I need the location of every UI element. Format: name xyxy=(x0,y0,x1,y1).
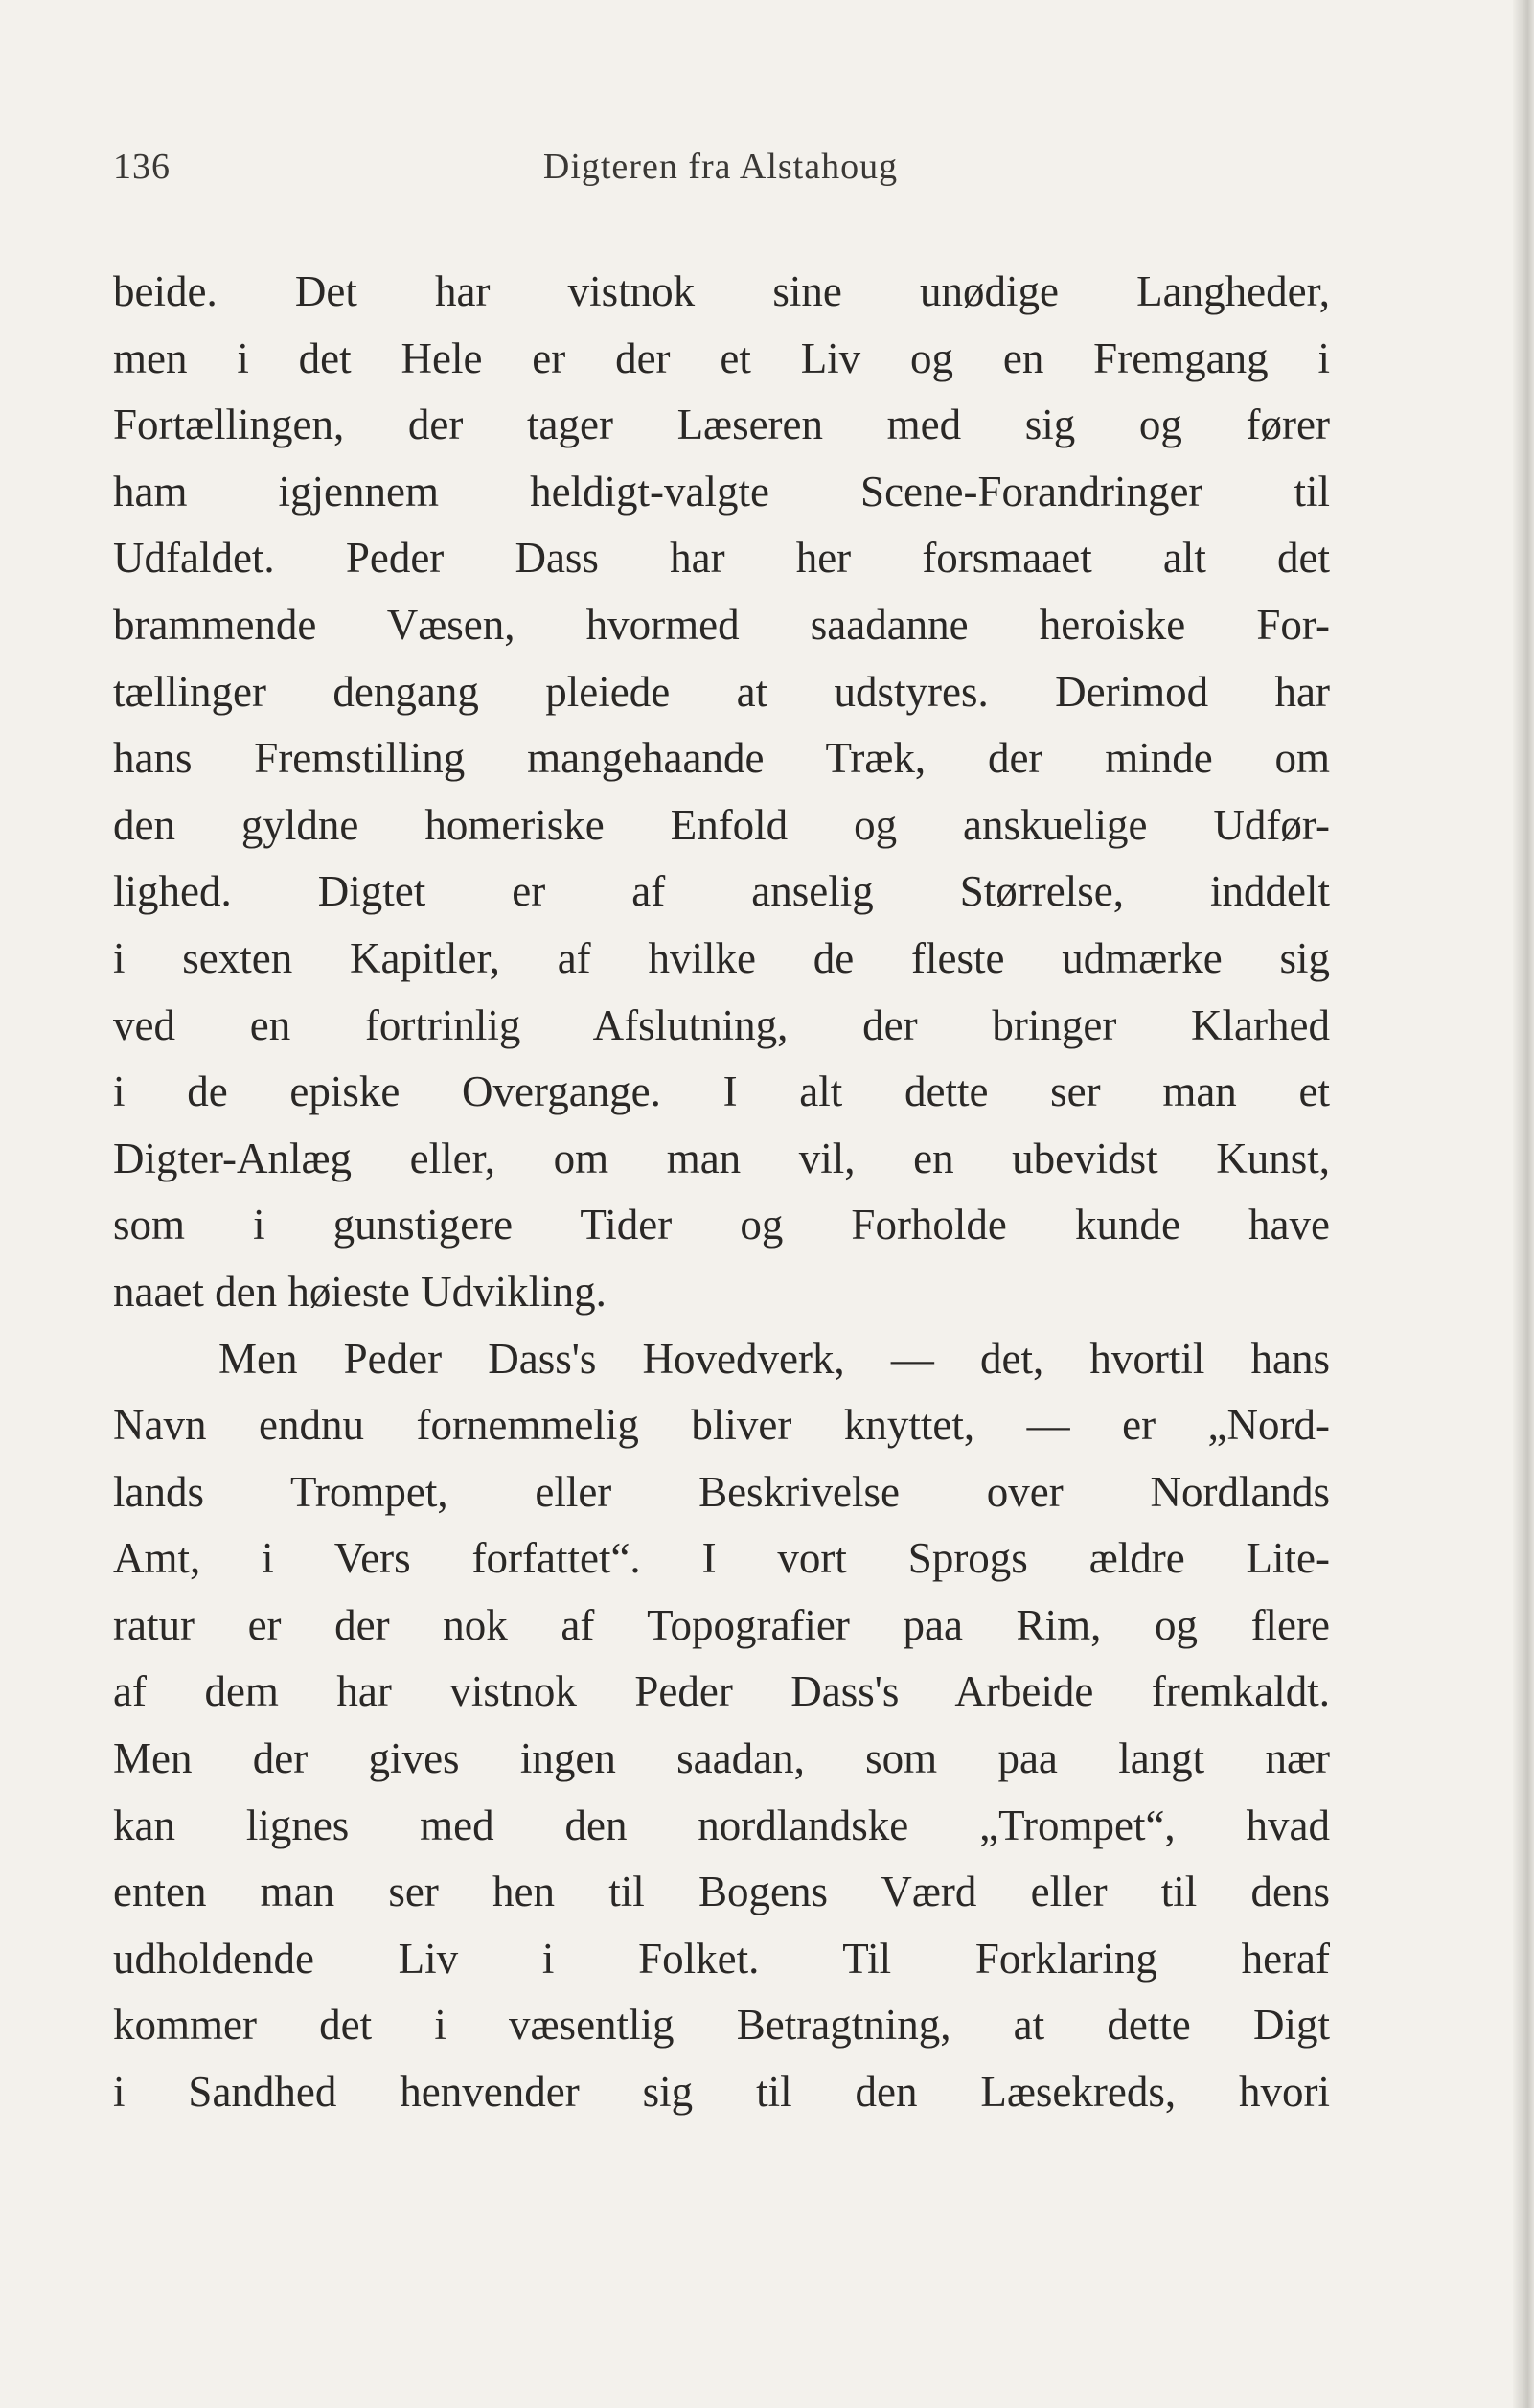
text-line: den gyldne homeriske Enfold og anskuelige Udfør- xyxy=(113,800,1330,849)
body-text xyxy=(113,259,1330,2126)
paragraph-start-line: Men Peder Dass's Hovedverk, — det, hvortil hans xyxy=(218,1334,1330,1383)
text-line: udholdende Liv i Folket. Til Forklaring heraf xyxy=(113,1934,1330,1983)
page-number: 136 xyxy=(113,147,171,187)
text-line: hans Fremstilling mangehaande Træk, der minde om xyxy=(113,734,1330,783)
text-line: Digter-Anlæg eller, om man vil, en ubevidst Kunst, xyxy=(113,1134,1330,1182)
text-line: i Sandhed henvender sig til den Læsekreds, hvori xyxy=(113,2068,1330,2117)
text-line: i sexten Kapitler, af hvilke de fleste udmærke sig xyxy=(113,933,1330,982)
running-title: Digteren fra Alstahoug xyxy=(542,147,899,187)
text-line: ved en fortrinlig Afslutning, der bringer Klarhed xyxy=(113,1000,1330,1049)
text-line: tællinger dengang pleiede at udstyres. Derimod har xyxy=(113,667,1330,716)
text-line: i de episke Overgange. I alt dette ser man et xyxy=(113,1067,1330,1116)
text-line: ratur er der nok af Topografier paa Rim, og flere xyxy=(113,1600,1330,1649)
text-line: lands Trompet, eller Beskrivelse over Nordlands xyxy=(113,1467,1330,1516)
text-line: Udfaldet. Peder Dass har her forsmaaet alt det xyxy=(113,534,1330,583)
text-line: Navn endnu fornemmelig bliver knyttet, — er „Nord- xyxy=(113,1401,1330,1450)
text-line: Men der gives ingen saadan, som paa langt nær xyxy=(113,1734,1330,1783)
text-line: som i gunstigere Tider og Forholde kunde have xyxy=(113,1201,1330,1250)
text-line: af dem har vistnok Peder Dass's Arbeide fremkaldt. xyxy=(113,1667,1330,1716)
page-header xyxy=(113,146,1328,203)
text-line: brammende Væsen, hvormed saadanne heroiske For- xyxy=(113,600,1330,649)
text-line: kan lignes med den nordlandske „Trompet“, hvad xyxy=(113,1800,1330,1849)
text-line: kommer det i væsentlig Betragtning, at dette Digt xyxy=(113,2001,1330,2050)
text-line: enten man ser hen til Bogens Værd eller til dens xyxy=(113,1868,1330,1916)
text-line: beide. Det har vistnok sine unødige Langheder, xyxy=(113,267,1330,315)
text-line: Amt, i Vers forfattet“. I vort Sprogs ældre Lite- xyxy=(113,1534,1330,1583)
text-line: Fortællingen, der tager Læseren med sig og fører xyxy=(113,401,1330,449)
text-line: men i det Hele er der et Liv og en Fremgang i xyxy=(113,333,1330,382)
text-line: lighed. Digtet er af anselig Størrelse, inddelt xyxy=(113,867,1330,916)
text-line: ham igjennem heldigt-valgte Scene-Forandringer til xyxy=(113,467,1330,516)
paragraph-end-line: naaet den høieste Udvikling. xyxy=(113,1267,607,1316)
page-edge-shadow xyxy=(1513,0,1534,2408)
